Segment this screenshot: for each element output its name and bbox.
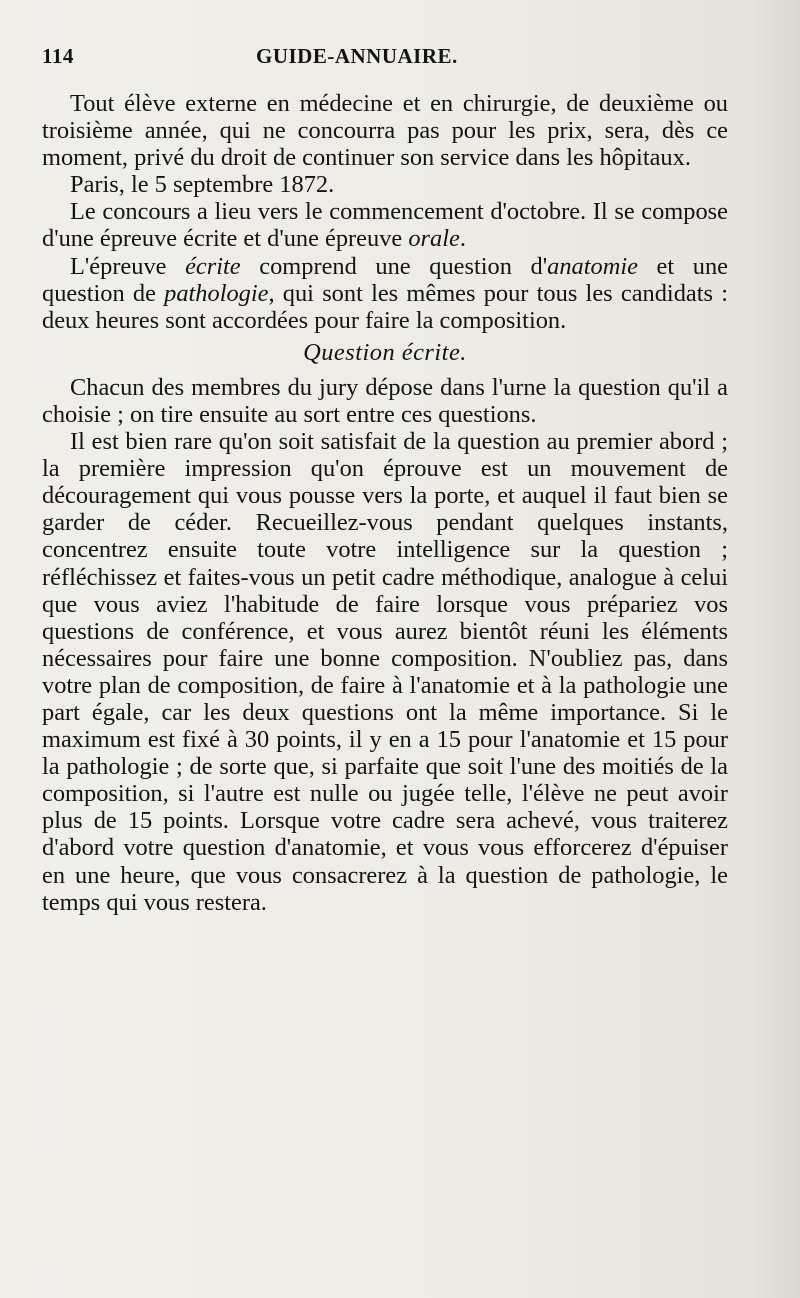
paragraph-epreuve-text-a: L'épreuve (70, 252, 186, 280)
page-header (42, 38, 728, 72)
paragraph-epreuve-text-c: et une question de (42, 252, 728, 307)
paragraph-epreuve (42, 253, 728, 334)
running-title: GUIDE-ANNUAIRE. (256, 44, 458, 68)
paragraph-jury: Chacun des membres du jury dépose dans l'urne la question qu'il a choisie ; on tire ensuite au sort entre ces questions. (42, 373, 728, 428)
paragraph-epreuve-text-d: , qui sont les mêmes pour tous les candidats : deux heures sont accordées pour faire la composition. (42, 279, 728, 334)
paragraph-concours-italic: orale (408, 225, 460, 253)
section-heading: Question écrite. (303, 338, 467, 366)
paragraph-epreuve-italic-anatomie: anatomie (547, 252, 638, 280)
paragraph-concours (42, 198, 728, 252)
paragraph-1: Tout élève externe en médecine et en chirurgie, de deuxième ou troisième année, qui ne concourra pas pour les prix, sera, dès ce moment, privé du droit de continuer son service dans les hôpitaux. (42, 90, 728, 172)
paragraph-date: Paris, le 5 septembre 1872. (70, 171, 335, 199)
paragraph-concours-text-a: Le concours a lieu vers le commencement d'octobre. Il se compose d'une épreuve écrite et d'une épreuve (42, 198, 728, 253)
paragraph-concours-text-b: . (459, 225, 466, 253)
paragraph-epreuve-italic-pathologie: pathologie (164, 279, 269, 307)
body-text (42, 90, 728, 916)
paragraph-advice: Il est bien rare qu'on soit satisfait de la question au premier abord ; la première impression qu'on éprouve est un mouvement de découragement qui vous pousse vers la porte, et auquel il faut bien se garder de céder. Recueillez-vous pendant quelques instants, concentrez ensuite toute votre intelligence sur la question ; réfléchissez et faites-vous un petit cadre méthodique, analogue à celui que vous aviez l'habitude de faire lorsque vous prépariez vos questions de conférence, et vous aurez bientôt réuni les éléments nécessaires pour faire une bonne composition. N'oubliez pas, dans votre plan de composition, de faire à l'anatomie et à la pathologie une part égale, car les deux questions ont la même importance. Si le maximum est fixé à 30 points, il y en a 15 pour l'anatomie et 15 pour la pathologie ; de sorte que, si parfaite que soit l'une des moitiés de la composition, si l'autre est nulle ou jugée telle, l'élève ne peut avoir plus de 15 points. Lorsque votre cadre sera achevé, vous traiterez d'abord votre question d'anatomie, et vous vous efforcerez d'épuiser en une heure, que vous consacrerez à la question de pathologie, le temps qui vous restera. (42, 428, 728, 916)
paragraph-epreuve-italic-ecrite: écrite (185, 252, 241, 280)
paragraph-epreuve-text-b: comprend une question d' (240, 252, 548, 280)
page-number: 114 (42, 44, 74, 68)
